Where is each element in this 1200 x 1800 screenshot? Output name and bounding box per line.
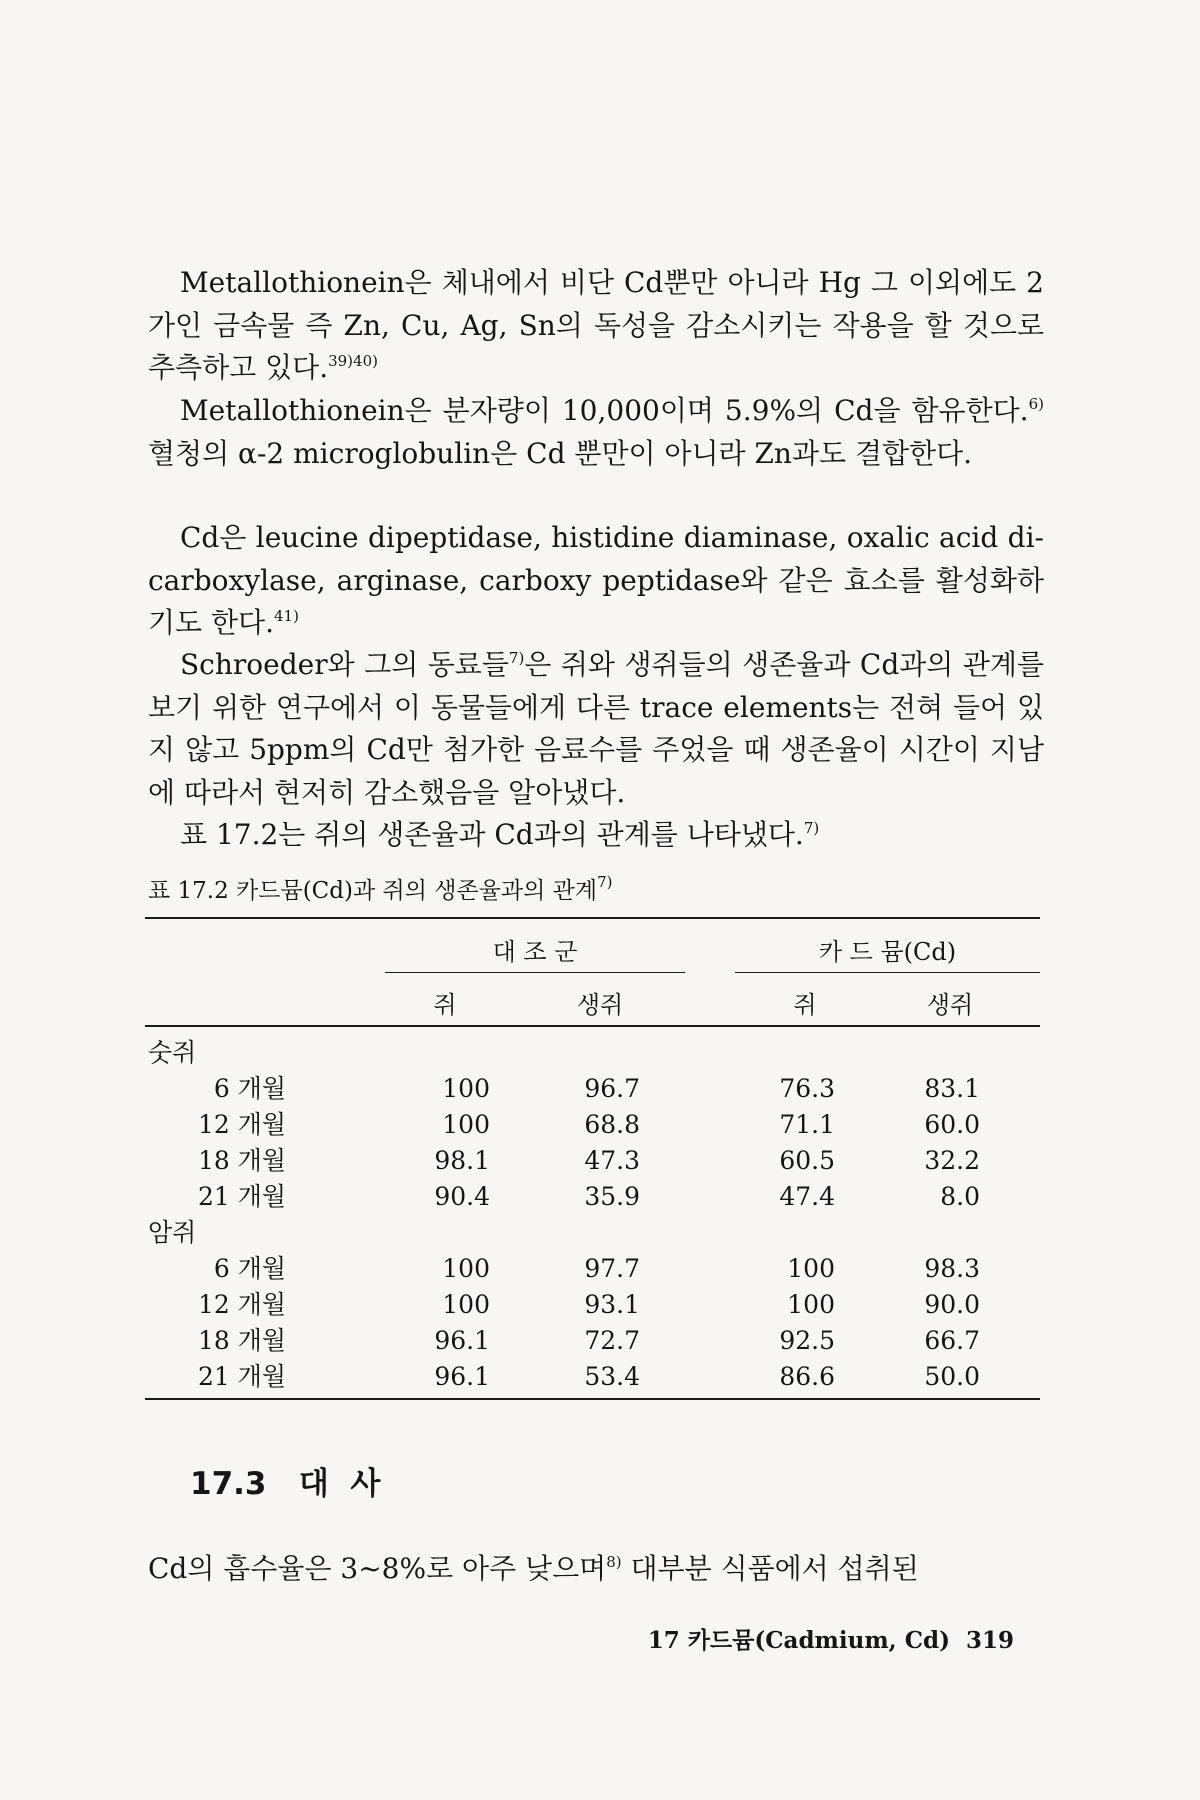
paragraph-text: Schroeder와 그의 동료들 [180,648,509,681]
row-period: 6 개월 [213,1074,286,1103]
table-caption [148,872,613,905]
subheader-mouse: 생쥐 [576,991,624,1019]
table-cell: 98.1 [434,1146,490,1175]
paragraph-text: 혈청의 α-2 microglobulin은 Cd 뿐만이 아니라 Zn과도 결합한다. [148,436,973,470]
table-cell: 71.1 [779,1110,835,1139]
table-cell: 100 [787,1254,835,1283]
table-cell: 92.5 [779,1326,835,1355]
table-cell: 76.3 [779,1074,835,1103]
subheader-mouse: 생쥐 [926,991,974,1019]
paragraph-text: Cd의 흡수율은 3~8%로 아주 낮으며 [148,1552,607,1585]
table-cell: 96.1 [434,1362,490,1391]
subheader-rat: 쥐 [793,991,817,1019]
table-cell: 60.0 [924,1110,980,1139]
caption-text: 표 17.2 카드뮴(Cd)과 쥐의 생존율과의 관계 [148,878,598,904]
paragraph-schroeder [148,644,1044,814]
paragraph-text: Cd은 leucine dipeptidase, histidine diaminase, oxalic acid di-carboxylase, arginase, carboxy peptidase와 같은 효소를 활성화하기도 한다. [148,521,1044,639]
paragraph-absorption [148,1548,1044,1591]
group-rule-control [385,972,685,973]
paragraph-text: 표 17.2는 쥐의 생존율과 Cd과의 관계를 나타냈다. [180,818,804,851]
paragraph-text: 은 쥐와 생쥐들의 생존율과 Cd과의 관계를 보기 위한 연구에서 이 동물들에게 다른 trace elements는 전혀 들어 있지 않고 5ppm의 Cd만 첨가한 음료수를 주었을 때 생존율이 시간이 지남에 따라서 현저히 감소했음을 알아냈다. [148,648,1044,809]
citation-ref: 41) [274,607,299,625]
table-cell: 83.1 [924,1074,980,1103]
paragraph-text: Metallothionein은 분자량이 10,000이며 5.9%의 Cd을 함유한다. [180,394,1029,427]
subheader-rat: 쥐 [433,991,457,1019]
table-cell: 32.2 [924,1146,980,1175]
table-cell: 8.0 [940,1182,980,1211]
paragraph-enzymes [148,517,1044,645]
table-cell: 100 [442,1254,490,1283]
citation-ref: 39)40) [328,352,378,370]
table-cell: 50.0 [924,1362,980,1391]
section-title: 대 사 [298,1466,381,1502]
group-label-female: 암쥐 [148,1218,197,1247]
table-cell: 100 [787,1290,835,1319]
table-bottom-rule [145,1398,1040,1400]
table-cell: 100 [442,1074,490,1103]
page-number: 319 [965,1627,1014,1654]
table-cell: 93.1 [584,1290,640,1319]
citation-ref: 6) [1028,395,1044,413]
citation-ref: 7) [597,873,613,891]
paragraph-metallothionein-1 [148,262,1044,390]
table-cell: 47.4 [779,1182,835,1211]
table-cell: 96.7 [584,1074,640,1103]
row-period: 21 개월 [197,1362,286,1391]
table-cell: 100 [442,1290,490,1319]
table-top-rule [145,917,1040,919]
table-cell: 98.3 [924,1254,980,1283]
row-period: 6 개월 [213,1254,286,1283]
table-cell: 35.9 [584,1182,640,1211]
citation-ref: 7) [803,819,820,837]
row-period: 12 개월 [197,1290,286,1319]
group-label-male: 숫쥐 [148,1038,197,1067]
citation-ref: 8) [606,1553,622,1571]
table-cell: 90.0 [924,1290,980,1319]
header-bottom-rule [145,1025,1040,1027]
table-cell: 72.7 [584,1326,640,1355]
running-title: 17 카드뮴(Cadmium, Cd) [647,1627,950,1654]
table-cell: 68.8 [584,1110,640,1139]
table-cell: 90.4 [434,1182,490,1211]
table-cell: 86.6 [779,1362,835,1391]
page-footer [640,1622,1014,1655]
paragraph-metallothionein-2 [148,390,1044,475]
table-cell: 47.3 [584,1146,640,1175]
section-heading [190,1458,380,1503]
group-header-cadmium: 카 드 뮴(Cd) [818,938,957,966]
section-number: 17.3 [190,1466,267,1502]
row-period: 12 개월 [197,1110,286,1139]
paragraph-table-intro [148,814,1044,857]
table-cell: 66.7 [924,1326,980,1355]
row-period: 18 개월 [197,1326,286,1355]
paragraph-text: Metallothionein은 체내에서 비단 Cd뿐만 아니라 Hg 그 이외에도 2가인 금속물 즉 Zn, Cu, Ag, Sn의 독성을 감소시키는 작용을 할 것으로 추측하고 있다. [148,266,1044,384]
citation-ref: 7) [508,649,525,667]
table-cell: 96.1 [434,1326,490,1355]
row-period: 21 개월 [197,1182,286,1211]
group-header-control: 대 조 군 [492,938,578,966]
table-cell: 97.7 [584,1254,640,1283]
group-rule-cadmium [735,972,1040,973]
table-cell: 53.4 [584,1362,640,1391]
table-cell: 100 [442,1110,490,1139]
row-period: 18 개월 [197,1146,286,1175]
table-cell: 60.5 [779,1146,835,1175]
paragraph-text: 대부분 식품에서 섭취된 [621,1552,919,1585]
